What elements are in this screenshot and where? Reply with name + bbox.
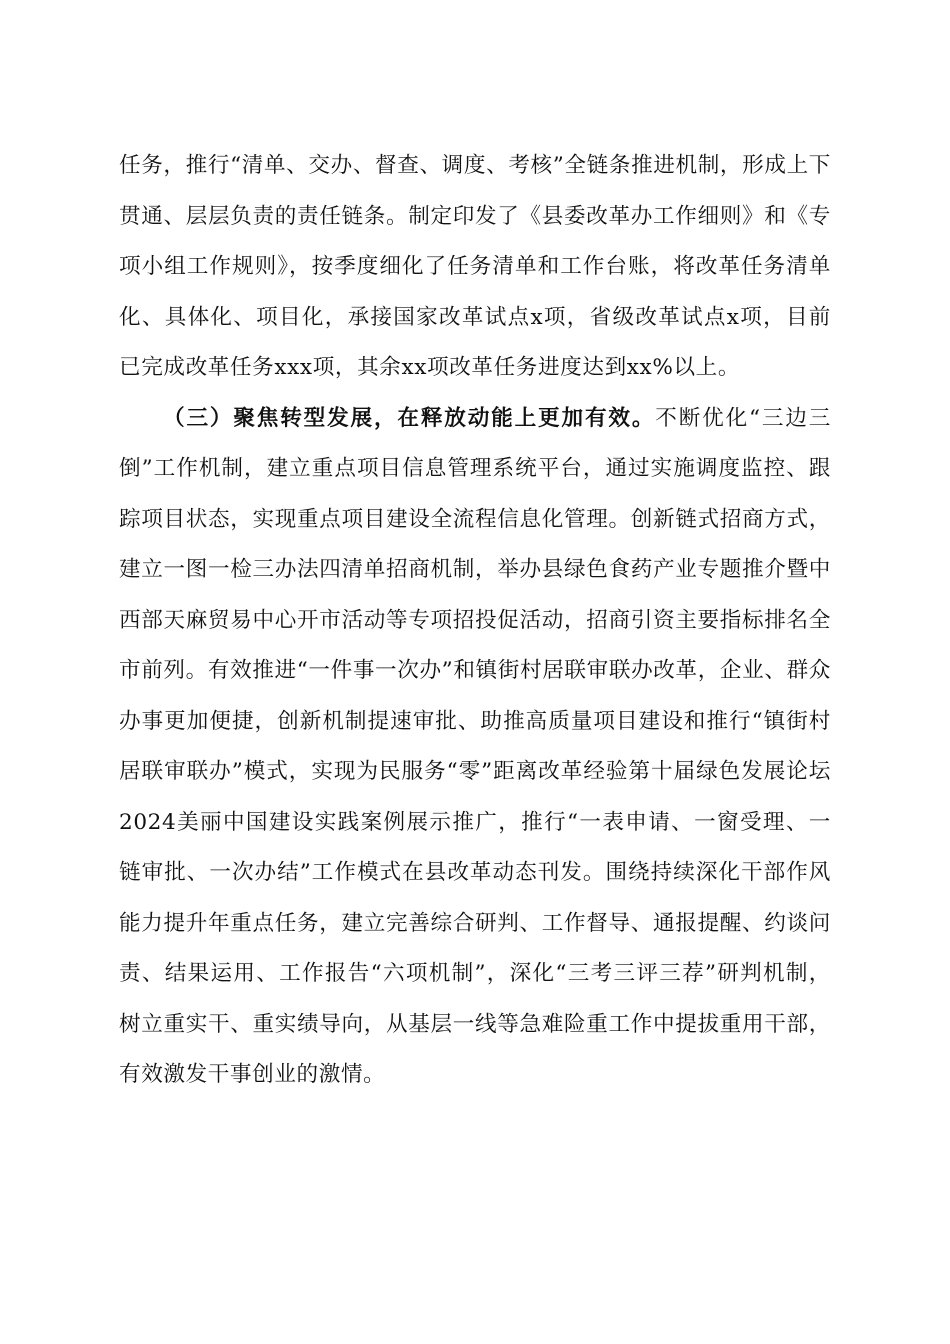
- paragraph-text: 任务，推行“清单、交办、督查、调度、考核”全链条推进机制，形成上下贯通、层层负责的责任链条。制定印发了《县委改革办工作细则》和《专项小组工作规则》，按季度细化了任务清单和工作台账，将改革任务清单化、具体化、项目化，承接国家改革试点x项，省级改革试点x项，目前已完成改革任务xxx项，其余xx项改革任务进度达到xx%以上。: [119, 153, 831, 380]
- section-heading: （三）聚焦转型发展，在释放动能上更加有效。: [163, 405, 656, 431]
- document-body: [119, 141, 831, 1101]
- paragraph-text: 不断优化“三边三倒”工作机制，建立重点项目信息管理系统平台，通过实施调度监控、跟踪项目状态，实现重点项目建设全流程信息化管理。创新链式招商方式，建立一图一检三办法四清单招商机制，举办县绿色食药产业专题推介暨中西部天麻贸易中心开市活动等专项招投促活动，招商引资主要指标排名全市前列。有效推进“一件事一次办”和镇街村居联审联办改革，企业、群众办事更加便捷，创新机制提速审批、助推高质量项目建设和推行“镇街村居联审联办”模式，实现为民服务“零”距离改革经验第十届绿色发展论坛2024美丽中国建设实践案例展示推广，推行“一表申请、一窗受理、一链审批、一次办结”工作模式在县改革动态刊发。围绕持续深化干部作风能力提升年重点任务，建立完善综合研判、工作督导、通报提醒、约谈问责、结果运用、工作报告“六项机制”，深化“三考三评三荐”研判机制，树立重实干、重实绩导向，从基层一线等急难险重工作中提拔重用干部，有效激发干事创业的激情。: [119, 405, 831, 1087]
- paragraph-continuation: [119, 141, 831, 394]
- paragraph-section-three: [119, 394, 831, 1101]
